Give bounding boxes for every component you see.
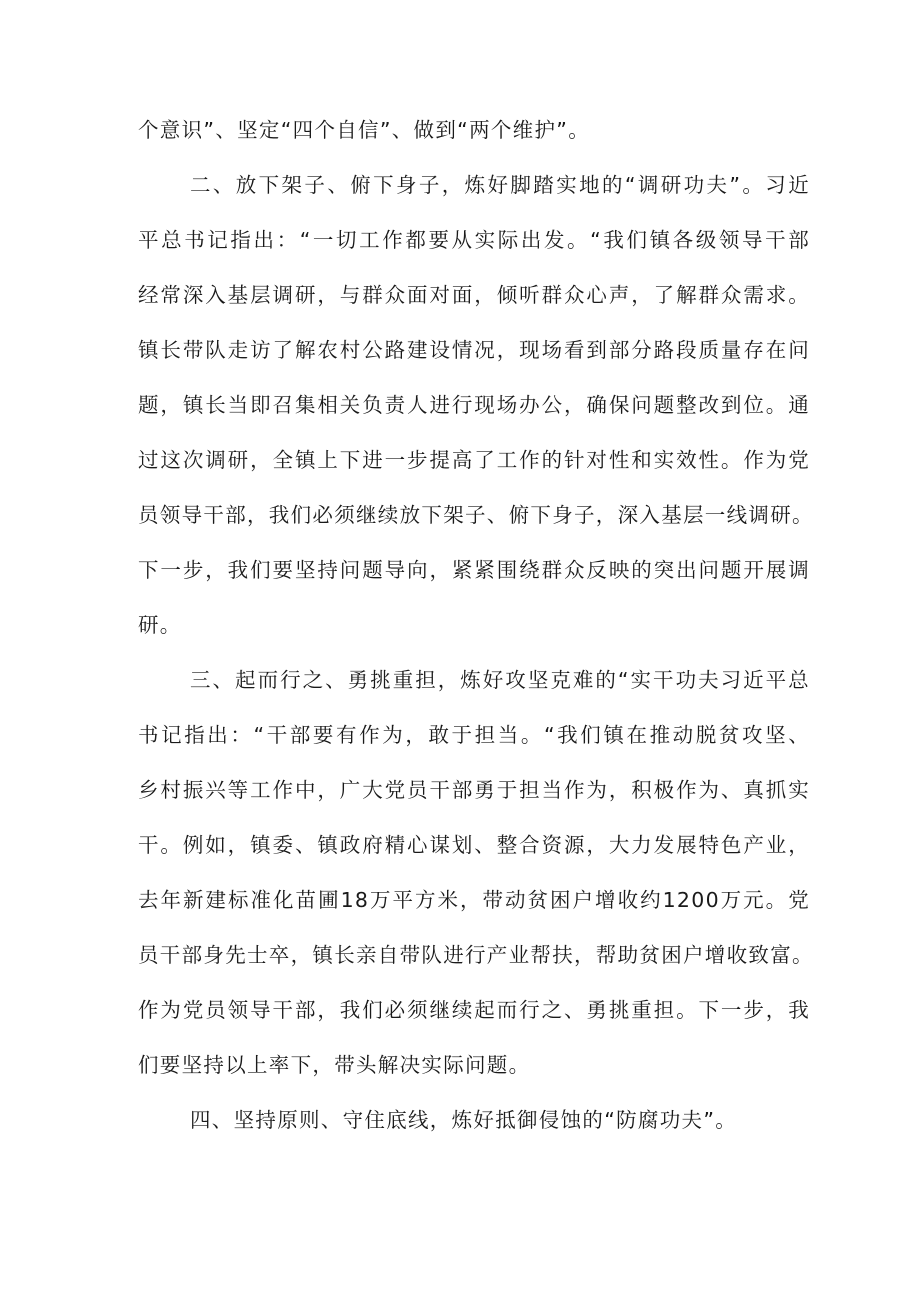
text-line: 平总书记指出：“一切工作都要从实际出发。“我们镇各级领导干部 [138,228,810,252]
text-line: 员干部身先士卒，镇长亲自带队进行产业帮扶，帮助贫困户增收致富。 [138,943,814,967]
section-heading-line: 二、放下架子、俯下身子，炼好脚踏实地的“调研功夫”。习近 [190,173,810,197]
text-line: 过这次调研，全镇上下进一步提高了工作的针对性和实效性。作为党 [138,448,810,472]
text-line: 研。 [138,613,182,637]
text-line: 镇长带队走访了解农村公路建设情况，现场看到部分路段质量存在问 [138,338,810,362]
text-line: 作为党员领导干部，我们必须继续起而行之、勇挑重担。下一步，我 [138,998,810,1022]
text-line: 去年新建标准化苗圃18万平方米，带动贫困户增收约1200万元。党 [138,888,810,912]
text-line: 书记指出：“干部要有作为，敢于担当。“我们镇在推动脱贫攻坚、 [138,723,810,747]
text-line: 个意识”、坚定“四个自信”、做到“两个维护”。 [138,118,591,142]
section-heading-line: 三、起而行之、勇挑重担，炼好攻坚克难的“实干功夫习近平总 [190,668,810,692]
text-line: 们要坚持以上率下，带头解决实际问题。 [138,1053,531,1077]
section-heading-line: 四、坚持原则、守住底线，炼好抵御侵蚀的“防腐功夫”。 [190,1108,738,1132]
text-line: 题，镇长当即召集相关负责人进行现场办公，确保问题整改到位。通 [138,393,810,417]
text-line: 下一步，我们要坚持问题导向，紧紧围绕群众反映的突出问题开展调 [138,558,810,582]
text-line: 员领导干部，我们必须继续放下架子、俯下身子，深入基层一线调研。 [138,503,814,527]
text-line: 经常深入基层调研，与群众面对面，倾听群众心声，了解群众需求。 [138,283,810,307]
text-line: 乡村振兴等工作中，广大党员干部勇于担当作为，积极作为、真抓实 [138,778,810,802]
text-line: 干。例如，镇委、镇政府精心谋划、整合资源，大力发展特色产业， [138,833,810,857]
